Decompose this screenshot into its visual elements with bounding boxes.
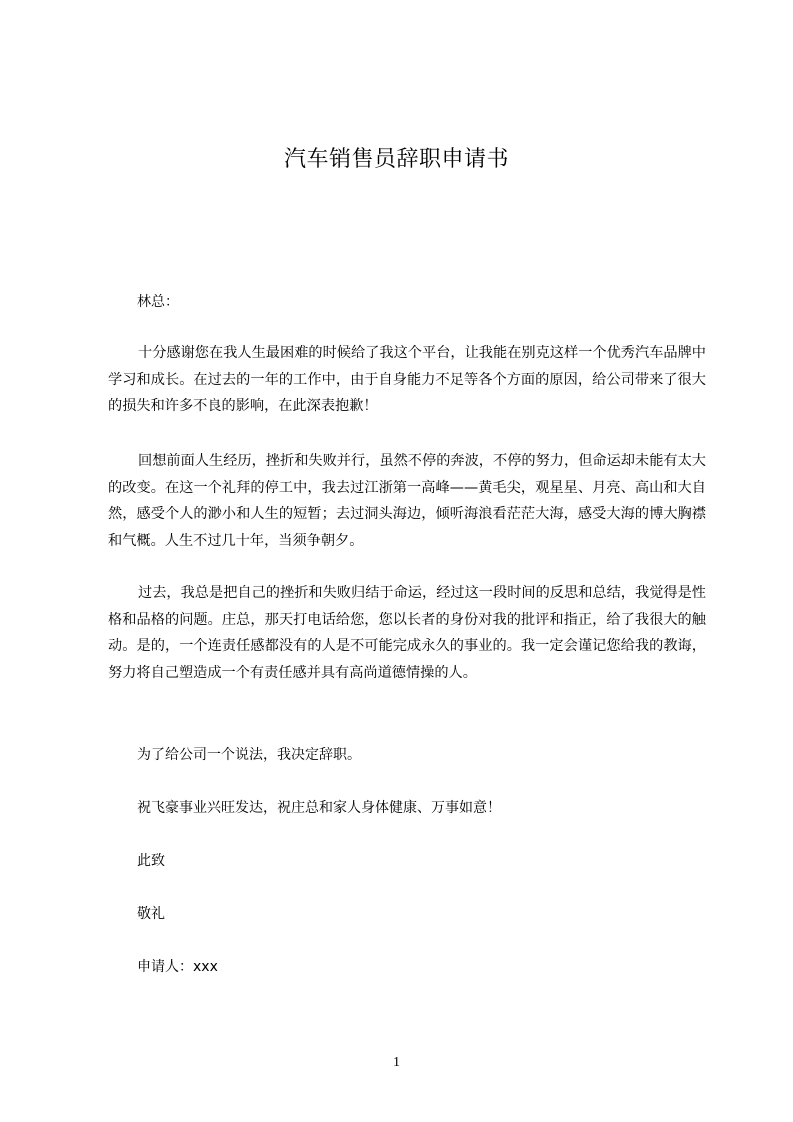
decision-line: 为了给公司一个说法，我决定辞职。 — [137, 747, 361, 763]
document-title: 汽车销售员辞职申请书 — [283, 147, 509, 172]
paragraph-gratitude: 十分感谢您在我人生最困难的时候给了我这个平台，让我能在别克这样一个优秀汽车品牌中学习和成长。在过去的一年的工作中，由于自身能力不足等各个方面的原因，给公司带来了很大的损失和许多不良的影响，在此深表抱歉！ — [108, 345, 706, 415]
paragraph-character: 过去，我总是把自己的挫折和失败归结于命运，经过这一段时间的反思和总结，我觉得是性格和品格的问题。庄总，那天打电话给您，您以长者的身份对我的批评和指正，给了我很大的触动。是的，一个连责任感都没有的人是不可能完成永久的事业的。我一定会谨记您给我的教诲，努力将自己塑造成一个有责任感并具有高尚道德情操的人。 — [108, 585, 706, 681]
salutation: 林总： — [137, 294, 179, 310]
paragraph-reflection: 回想前面人生经历，挫折和失败并行，虽然不停的奔波，不停的努力，但命运却未能有太大的改变。在这一个礼拜的停工中，我去过江浙第一高峰——黄毛尖，观星星、月亮、高山和大自然，感受个人的渺小和人生的短暂；去过洞头海边，倾听海浪看茫茫大海，感受大海的博大胸襟和气概。人生不过几十年，当须争朝夕。 — [108, 453, 706, 549]
closing-line-1: 此致 — [137, 853, 165, 869]
signature-line: 申请人：xxx — [137, 959, 218, 975]
closing-line-2: 敬礼 — [137, 906, 165, 922]
wishes-line: 祝飞豪事业兴旺发达，祝庄总和家人身体健康、万事如意！ — [137, 800, 501, 816]
page-number: 1 — [393, 1055, 400, 1070]
